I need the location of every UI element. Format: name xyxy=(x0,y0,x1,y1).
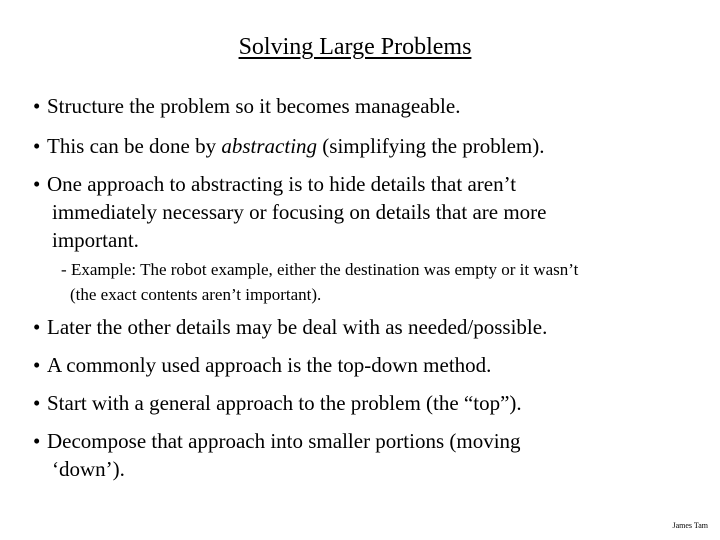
sub-bullet-text: (the exact contents aren’t important). xyxy=(70,285,322,304)
bullet-text: A commonly used approach is the top-down method. xyxy=(47,353,492,377)
sub-bullet-example xyxy=(61,257,701,307)
bullet-text: This can be done by xyxy=(47,134,222,158)
bullet-text: Structure the problem so it becomes manageable. xyxy=(47,94,461,118)
bullet-marker: • xyxy=(33,94,41,118)
sub-bullet-marker: - xyxy=(61,260,67,279)
bullet-later xyxy=(33,313,703,341)
bullet-approach xyxy=(33,170,703,254)
slide-title: Solving Large Problems xyxy=(238,34,472,60)
bullet-decompose xyxy=(33,427,703,483)
bullet-text: Start with a general approach to the problem (the “top”). xyxy=(47,391,522,415)
bullet-text: One approach to abstracting is to hide details that aren’t xyxy=(47,172,517,196)
bullet-text: Decompose that approach into smaller portions (moving xyxy=(47,429,521,453)
bullet-marker: • xyxy=(33,172,41,196)
bullet-top-down xyxy=(33,351,703,379)
bullet-text: immediately necessary or focusing on details that are more xyxy=(52,200,547,224)
bullet-marker: • xyxy=(33,353,41,377)
author-footer: James Tam xyxy=(672,521,708,530)
bullet-text: ‘down’). xyxy=(52,457,125,481)
bullet-text: Later the other details may be deal with as needed/possible. xyxy=(47,315,548,339)
bullet-marker: • xyxy=(33,429,41,453)
bullet-marker: • xyxy=(33,315,41,339)
bullet-abstracting xyxy=(33,132,703,160)
bullet-emphasis: abstracting xyxy=(221,134,318,158)
sub-bullet-text: Example: The robot example, either the destination was empty or it wasn’t xyxy=(71,260,579,279)
bullet-marker: • xyxy=(33,391,41,415)
bullet-structure xyxy=(33,92,703,120)
bullet-marker: • xyxy=(33,134,41,158)
bullet-text: important. xyxy=(52,228,139,252)
bullet-start xyxy=(33,389,703,417)
bullet-text: (simplifying the problem). xyxy=(317,134,545,158)
